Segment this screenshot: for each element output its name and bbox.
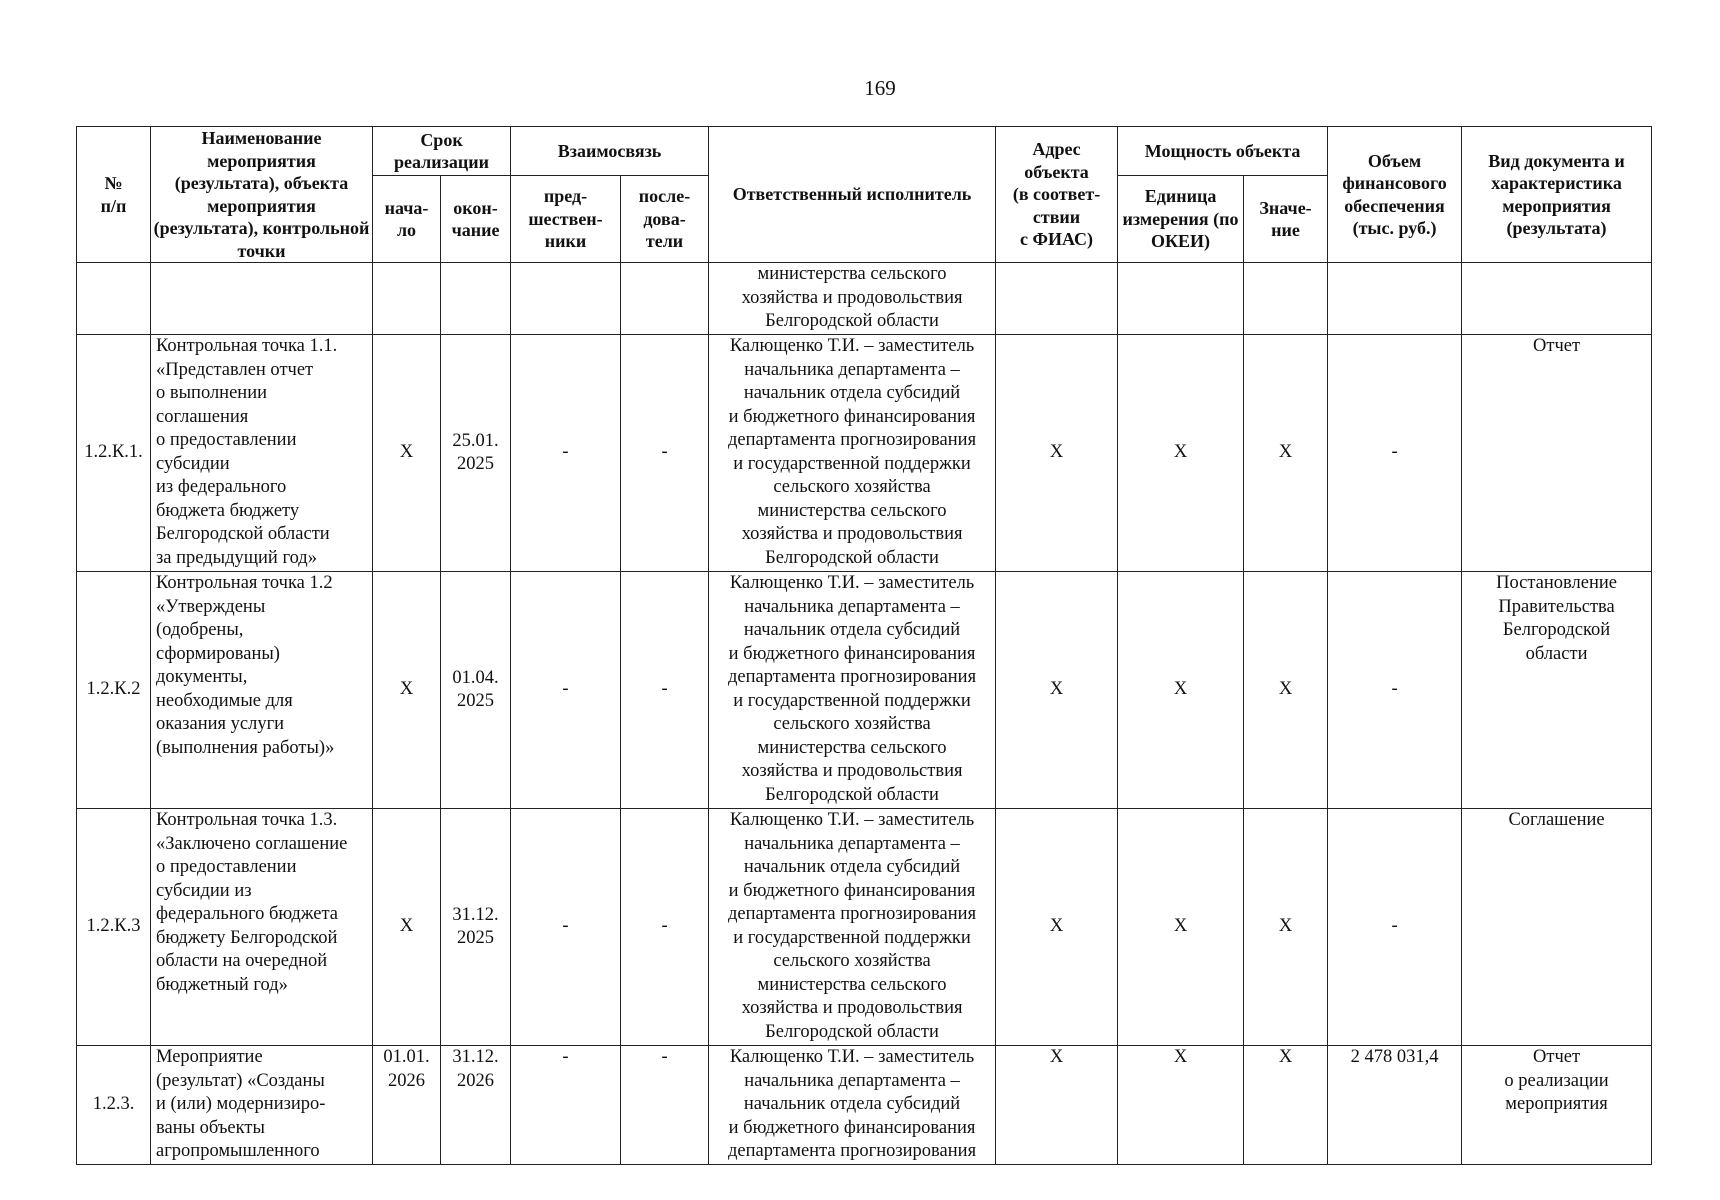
row-num: 1.2.3.	[77, 1046, 151, 1165]
header-doc-type: Вид документа и характеристика мероприятия (результата)	[1462, 127, 1652, 263]
row-finance: -	[1328, 809, 1462, 1046]
row-next: -	[621, 572, 709, 809]
row-end: 01.04. 2025	[441, 572, 511, 809]
row-prev	[511, 263, 621, 335]
row-name: Контрольная точка 1.3. «Заключено соглашение о предоставлении субсидии из федерального бюджета бюджету Белгородской области на очередной бюджетный год»	[151, 809, 373, 1046]
row-end	[441, 263, 511, 335]
row-num: 1.2.К.2	[77, 572, 151, 809]
row-start	[373, 263, 441, 335]
row-prev: -	[511, 572, 621, 809]
header-link-next: после- дова- тели	[621, 176, 709, 263]
row-doc: Отчет о реализации мероприятия	[1462, 1046, 1652, 1165]
row-unit: X	[1118, 572, 1244, 809]
header-link: Взаимосвязь	[511, 127, 709, 176]
header-term-start: нача- ло	[373, 176, 441, 263]
row-finance	[1328, 263, 1462, 335]
row-finance: -	[1328, 572, 1462, 809]
row-unit	[1118, 263, 1244, 335]
table-row	[77, 335, 1652, 572]
header-unit: Единица измерения (по ОКЕИ)	[1118, 176, 1244, 263]
header-address: Адрес объекта (в соответ- ствии с ФИАС)	[996, 127, 1118, 263]
row-unit: X	[1118, 335, 1244, 572]
row-start: X	[373, 809, 441, 1046]
row-doc: Соглашение	[1462, 809, 1652, 1046]
header-value: Значе- ние	[1244, 176, 1328, 263]
table-row	[77, 809, 1652, 1046]
measures-table	[76, 126, 1652, 1165]
row-doc	[1462, 263, 1652, 335]
row-value: X	[1244, 572, 1328, 809]
table-body	[77, 263, 1652, 1165]
row-executor: Калющенко Т.И. – заместитель начальника департамента – начальник отдела субсидий и бюджетного финансирования департамента прогнозирования и государственной поддержки сельского хозяйства министерства сельского хозяйства и продовольствия Белгородской области	[709, 335, 996, 572]
header-term-end: окон- чание	[441, 176, 511, 263]
header-num: № п/п	[77, 127, 151, 263]
row-finance: 2 478 031,4	[1328, 1046, 1462, 1165]
header-term: Срок реализации	[373, 127, 511, 176]
row-start: 01.01. 2026	[373, 1046, 441, 1165]
row-value: X	[1244, 1046, 1328, 1165]
header-capacity: Мощность объекта	[1118, 127, 1328, 176]
row-value	[1244, 263, 1328, 335]
header-executor: Ответственный исполнитель	[709, 127, 996, 263]
row-value: X	[1244, 335, 1328, 572]
row-doc: Отчет	[1462, 335, 1652, 572]
table-header	[77, 127, 1652, 263]
row-address: X	[996, 335, 1118, 572]
row-executor: Калющенко Т.И. – заместитель начальника департамента – начальник отдела субсидий и бюджетного финансирования департамента прогнозирования и государственной поддержки сельского хозяйства министерства сельского хозяйства и продовольствия Белгородской области	[709, 809, 996, 1046]
header-link-prev: пред- шествен- ники	[511, 176, 621, 263]
row-num	[77, 263, 151, 335]
row-doc: Постановление Правительства Белгородской области	[1462, 572, 1652, 809]
row-address: X	[996, 572, 1118, 809]
row-next: -	[621, 809, 709, 1046]
row-end: 25.01. 2025	[441, 335, 511, 572]
row-next: -	[621, 1046, 709, 1165]
row-end: 31.12. 2026	[441, 1046, 511, 1165]
row-next	[621, 263, 709, 335]
row-value: X	[1244, 809, 1328, 1046]
row-prev: -	[511, 335, 621, 572]
row-prev: -	[511, 809, 621, 1046]
header-finance: Объем финансового обеспечения (тыс. руб.)	[1328, 127, 1462, 263]
row-num: 1.2.К.1.	[77, 335, 151, 572]
row-executor: Калющенко Т.И. – заместитель начальника департамента – начальник отдела субсидий и бюджетного финансирования департамента прогнозирования и государственной поддержки сельского хозяйства министерства сельского хозяйства и продовольствия Белгородской области	[709, 572, 996, 809]
row-name: Контрольная точка 1.1. «Представлен отчет о выполнении соглашения о предоставлении субсидии из федерального бюджета бюджету Белгородской области за предыдущий год»	[151, 335, 373, 572]
row-address	[996, 263, 1118, 335]
row-end: 31.12. 2025	[441, 809, 511, 1046]
row-finance: -	[1328, 335, 1462, 572]
table-row	[77, 263, 1652, 335]
row-name: Мероприятие (результат) «Созданы и (или) модернизиро- ваны объекты агропромышленного	[151, 1046, 373, 1165]
row-name	[151, 263, 373, 335]
row-prev: -	[511, 1046, 621, 1165]
row-start: X	[373, 335, 441, 572]
row-name: Контрольная точка 1.2 «Утверждены (одобрены, сформированы) документы, необходимые для оказания услуги (выполнения работы)»	[151, 572, 373, 809]
header-name: Наименование мероприятия (результата), объекта мероприятия (результата), контрольной точки	[151, 127, 373, 263]
row-unit: X	[1118, 1046, 1244, 1165]
row-address: X	[996, 1046, 1118, 1165]
row-address: X	[996, 809, 1118, 1046]
row-next: -	[621, 335, 709, 572]
table-row	[77, 1046, 1652, 1165]
row-unit: X	[1118, 809, 1244, 1046]
row-executor: министерства сельского хозяйства и продовольствия Белгородской области	[709, 263, 996, 335]
row-num: 1.2.К.3	[77, 809, 151, 1046]
row-executor: Калющенко Т.И. – заместитель начальника департамента – начальник отдела субсидий и бюджетного финансирования департамента прогнозирования	[709, 1046, 996, 1165]
row-start: X	[373, 572, 441, 809]
page-number: 169	[864, 76, 896, 100]
table-row	[77, 572, 1652, 809]
